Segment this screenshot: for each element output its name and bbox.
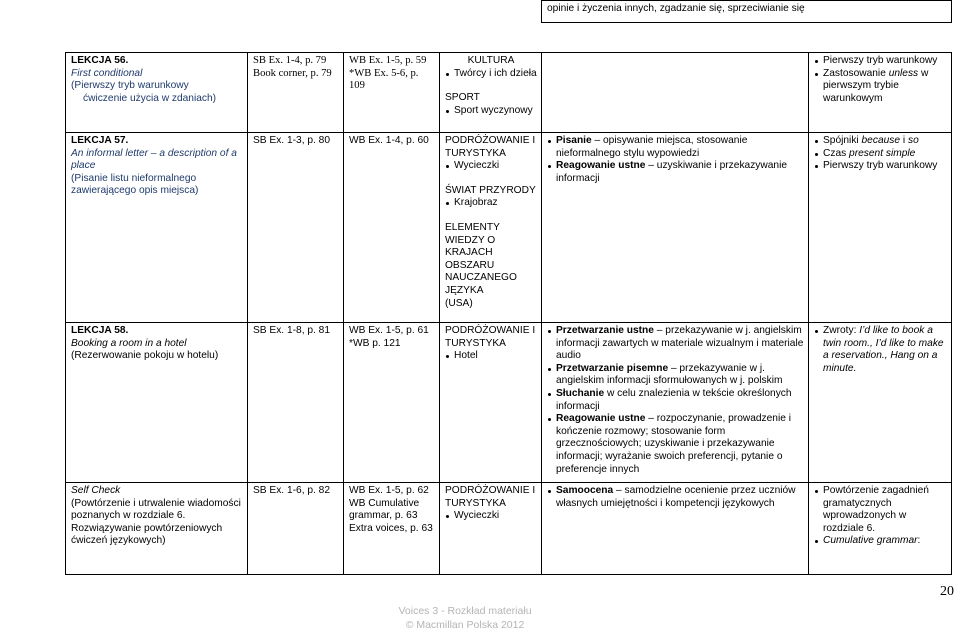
wb-cell <box>344 323 440 483</box>
grammar-item-2: Cumulative grammar: <box>814 535 947 548</box>
skills-cell <box>542 53 809 133</box>
lesson-topic-cell <box>66 133 248 323</box>
wb-ref-3: Extra voices, p. 63 <box>349 522 433 534</box>
skill-item: Samoocena – samodzielne ocenienie przez uczniów własnych umiejętności i kompetencji językowych <box>547 485 804 510</box>
page-number: 20 <box>940 584 954 599</box>
footer <box>380 604 550 632</box>
wb-ref-2: *WB Ex. 5-6, p. 109 <box>349 67 419 92</box>
sb-ref-2: Book corner, p. 79 <box>253 67 332 79</box>
lesson-topic-cell <box>66 323 248 483</box>
lesson-title: LEKCJA 56. <box>71 55 129 66</box>
sb-cell <box>248 483 344 575</box>
sb-cell <box>248 133 344 323</box>
lesson-title: LEKCJA 57. <box>71 135 129 146</box>
lesson-row-57 <box>66 133 952 323</box>
culture-cell <box>440 53 542 133</box>
grammar-cell <box>809 133 952 323</box>
skill-item-2: Przetwarzanie pisemne – przekazywanie w j. angielskim informacji sformułowanych w j. polskim <box>547 363 804 388</box>
sb-ref: SB Ex. 1-8, p. 81 <box>253 325 331 336</box>
culture-heading-3-sub: (USA) <box>445 297 473 309</box>
culture-cell <box>440 483 542 575</box>
wb-cell <box>344 483 440 575</box>
skills-cell <box>542 323 809 483</box>
culture-item-2: Krajobraz <box>445 197 537 210</box>
grammar-item: Powtórzenie zagadnień gramatycznych wprowadzonych w rozdziale 6. <box>814 485 947 535</box>
lesson-row-self-check <box>66 483 952 575</box>
top-row <box>66 1 952 23</box>
wb-cell <box>344 133 440 323</box>
grammar-item: Pierwszy tryb warunkowy <box>814 55 947 68</box>
lesson-topic-pl: (Rezerwowanie pokoju w hotelu) <box>71 350 219 362</box>
culture-item-2: Sport wyczynowy <box>445 105 537 118</box>
lesson-row-58 <box>66 323 952 483</box>
lesson-topic-en: First conditional <box>71 67 143 79</box>
lesson-topic-en: Booking a room in a hotel <box>71 337 187 349</box>
sb-ref: SB Ex. 1-4, p. 79 <box>253 55 327 66</box>
wb-ref: WB Ex. 1-5, p. 62 <box>349 485 429 496</box>
skill-item-2: Reagowanie ustne – uzyskiwanie i przekazywanie informacji <box>547 160 804 185</box>
lesson-topic-cell <box>66 53 248 133</box>
culture-heading-2: SPORT <box>445 92 480 104</box>
culture-item: Wycieczki <box>445 160 537 173</box>
wb-ref-2: *WB p. 121 <box>349 337 401 349</box>
skill-item-3: Słuchanie w celu znalezienia w tekście określonych informacji <box>547 388 804 413</box>
footer-copyright: © Macmillan Polska 2012 <box>405 619 525 631</box>
culture-item: Wycieczki <box>445 510 537 523</box>
grammar-item: Zwroty: I’d like to book a twin room., I’d like to make a reservation., Hang on a minute. <box>814 325 947 375</box>
wb-ref: WB Ex. 1-4, p. 60 <box>349 135 429 146</box>
lesson-topic-en: An informal letter – a description of a place <box>71 147 237 172</box>
lesson-topic-pl-2: ćwiczenie użycia w zdaniach) <box>83 92 217 104</box>
sb-ref: SB Ex. 1-3, p. 80 <box>253 135 331 146</box>
skill-item: Pisanie – opisywanie miejsca, stosowanie nieformalnego stylu wypowiedzi <box>547 135 804 160</box>
culture-heading: PODRÓŻOWANIE I TURYSTYKA <box>445 135 536 159</box>
lesson-topic-pl-2: Rozwiązywanie powtórzeniowych ćwiczeń językowych) <box>71 522 223 547</box>
wb-ref: WB Ex. 1-5, p. 61 <box>349 325 429 336</box>
grammar-cell <box>809 483 952 575</box>
sb-cell <box>248 53 344 133</box>
wb-ref: WB Ex. 1-5, p. 59 <box>349 55 427 66</box>
grammar-item-2: Czas present simple <box>814 148 947 161</box>
skills-cell <box>542 483 809 575</box>
wb-cell <box>344 53 440 133</box>
grammar-cell <box>809 323 952 483</box>
culture-cell <box>440 323 542 483</box>
culture-cell <box>440 133 542 323</box>
culture-heading: KULTURA <box>467 55 515 66</box>
skills-cell <box>542 133 809 323</box>
culture-heading: PODRÓŻOWANIE I TURYSTYKA <box>445 485 536 509</box>
grammar-cell <box>809 53 952 133</box>
lesson-topic-cell <box>66 483 248 575</box>
spacer-row <box>66 23 952 53</box>
lesson-topic-en: Self Check <box>71 485 121 496</box>
grammar-item-3: Pierwszy tryb warunkowy <box>814 160 947 173</box>
culture-heading: PODRÓŻOWANIE I TURYSTYKA <box>445 325 536 349</box>
lesson-topic-pl: (Powtórzenie i utrwalenie wiadomości poznanych w rozdziale 6. <box>71 497 241 522</box>
culture-item: Hotel <box>445 350 537 363</box>
lesson-row-56 <box>66 53 952 133</box>
skill-item-4: Reagowanie ustne – rozpoczynanie, prowadzenie i kończenie rozmowy; stosowanie form grzecznościowych; uzyskiwanie i przekazywanie informacji; wyrażanie swoich preferencji, pytanie o preferencje innych <box>547 413 804 476</box>
grammar-item-2: Zastosowanie unless w pierwszym trybie warunkowym <box>814 68 947 106</box>
lesson-plan-table <box>65 0 952 575</box>
wb-ref-2: WB Cumulative grammar, p. 63 <box>349 497 420 522</box>
footer-title: Voices 3 - Rozkład materiału <box>398 605 532 617</box>
culture-heading-2: ŚWIAT PRZYRODY <box>445 184 536 196</box>
grammar-item: Spójniki because i so <box>814 135 947 148</box>
culture-item: Twórcy i ich dzieła <box>445 68 537 81</box>
top-row-text: opinie i życzenia innych, zgadzanie się, sprzeciwianie się <box>542 1 952 23</box>
sb-ref: SB Ex. 1-6, p. 82 <box>253 485 331 496</box>
skill-item: Przetwarzanie ustne – przekazywanie w j. angielskim informacji zawartych w materiale wizualnym i materiale audio <box>547 325 804 363</box>
culture-heading-3: ELEMENTY WIEDZY O KRAJACH OBSZARU NAUCZANEGO JĘZYKA <box>445 221 517 296</box>
lesson-title: LEKCJA 58. <box>71 325 129 336</box>
lesson-topic-pl: (Pierwszy tryb warunkowy <box>71 80 189 92</box>
lesson-topic-pl: (Pisanie listu nieformalnego zawierającego opis miejsca) <box>71 172 199 197</box>
sb-cell <box>248 323 344 483</box>
